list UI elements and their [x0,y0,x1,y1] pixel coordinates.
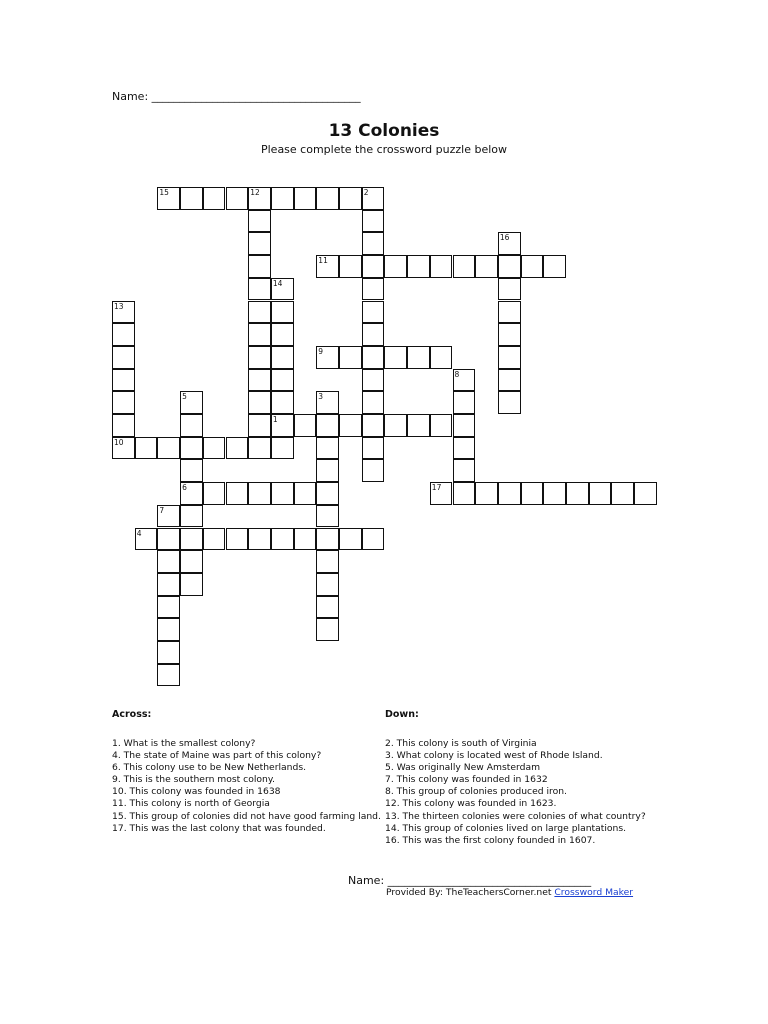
crossword-cell[interactable] [157,596,180,619]
across-clue: 1. What is the smallest colony? [112,738,256,749]
crossword-cell[interactable] [453,459,476,482]
down-clue: 2. This colony is south of Virginia [385,738,537,749]
clue-number: 6 [182,483,187,493]
crossword-cell[interactable] [248,210,271,233]
crossword-cell[interactable] [316,618,339,641]
crossword-cell[interactable] [498,369,521,392]
name-line-bottom: Name: _____________________________________ [348,874,592,887]
crossword-cell[interactable] [430,482,453,505]
crossword-cell[interactable] [362,346,385,369]
provided-by-line [386,887,633,898]
crossword-cell[interactable] [498,323,521,346]
crossword-cell[interactable] [430,414,453,437]
crossword-cell[interactable] [248,346,271,369]
down-clue: 3. What colony is located west of Rhode Island. [385,750,603,762]
across-clue: 10. This colony was founded in 1638 [112,786,281,798]
clue-number: 1 [272,415,278,424]
crossword-cell[interactable] [316,550,339,573]
clue-number: 13 [114,301,124,311]
crossword-cell[interactable] [135,437,158,460]
crossword-cell[interactable] [498,232,521,255]
crossword-cell[interactable] [362,437,385,460]
crossword-cell[interactable] [498,255,521,278]
crossword-cell[interactable] [475,255,498,278]
crossword-cell[interactable] [316,255,339,278]
crossword-cell[interactable] [362,255,385,278]
crossword-cell[interactable] [157,618,180,641]
crossword-cell[interactable] [248,301,271,324]
crossword-cell[interactable] [453,414,476,437]
crossword-cell[interactable] [316,596,339,619]
crossword-cell[interactable] [180,414,203,437]
crossword-cell[interactable] [226,187,249,210]
provided-by-text: Provided By: TheTeachersCorner.net [386,887,552,898]
crossword-cell[interactable] [248,278,271,301]
crossword-cell[interactable] [203,437,226,460]
crossword-cell[interactable] [611,482,634,505]
crossword-cell[interactable] [203,187,226,210]
crossword-cell[interactable] [157,550,180,573]
clue-number: 7 [159,505,165,515]
across-clue: 9. This is the southern most colony. [112,774,275,786]
across-clue: 4. The state of Maine was part of this colony? [112,750,322,762]
crossword-cell[interactable] [180,573,203,596]
crossword-cell[interactable] [453,369,476,392]
crossword-cell[interactable] [248,391,271,414]
down-clue-list [385,738,660,847]
crossword-cell[interactable] [112,414,135,437]
crossword-cell[interactable] [316,414,339,437]
crossword-cell[interactable] [157,641,180,664]
crossword-cell[interactable] [362,414,385,437]
crossword-cell[interactable] [180,550,203,573]
clue-number: 14 [272,278,283,288]
crossword-cell[interactable] [271,369,294,392]
crossword-cell[interactable] [203,528,226,551]
crossword-cell[interactable] [316,459,339,482]
crossword-cell[interactable] [362,528,385,551]
crossword-cell[interactable] [384,346,407,369]
across-clue: 17. This was the last colony that was founded. [112,822,326,834]
down-clue: 7. This colony was founded in 1632 [385,774,548,786]
crossword-cell[interactable] [407,414,430,437]
crossword-cell[interactable] [112,346,135,369]
crossword-cell[interactable] [362,278,385,301]
crossword-cell[interactable] [407,346,430,369]
crossword-cell[interactable] [498,278,521,301]
crossword-cell[interactable] [521,482,544,505]
crossword-cell[interactable] [339,346,362,369]
crossword-cell[interactable] [226,528,249,551]
down-clue: 16. This was the first colony founded in 1607. [385,834,596,846]
crossword-cell[interactable] [157,187,180,210]
crossword-cell[interactable] [294,482,317,505]
clue-number: 11 [318,256,328,266]
crossword-cell[interactable] [271,391,294,414]
crossword-cell[interactable] [498,301,521,324]
crossword-cell[interactable] [248,437,271,460]
crossword-cell[interactable] [226,437,249,460]
crossword-cell[interactable] [316,573,339,596]
crossword-cell[interactable] [157,573,180,596]
page-title: 13 Colonies [328,121,440,141]
crossword-cell[interactable] [248,232,271,255]
crossword-cell[interactable] [180,528,203,551]
crossword-cell[interactable] [589,482,612,505]
crossword-cell[interactable] [453,255,476,278]
crossword-cell[interactable] [294,414,317,437]
crossword-cell[interactable] [157,664,180,687]
crossword-cell[interactable] [248,323,271,346]
crossword-cell[interactable] [271,301,294,324]
crossword-cell[interactable] [271,437,294,460]
crossword-cell[interactable] [543,255,566,278]
crossword-cell[interactable] [112,369,135,392]
crossword-cell[interactable] [203,482,226,505]
clue-number: 9 [318,346,324,356]
crossword-cell[interactable] [407,255,430,278]
crossword-cell[interactable] [271,323,294,346]
down-clue: 13. The thirteen colonies were colonies of what country? [385,810,646,822]
crossword-cell[interactable] [316,437,339,460]
crossword-cell[interactable] [294,187,317,210]
crossword-cell[interactable] [180,187,203,210]
crossword-maker-link[interactable]: Crossword Maker [554,887,634,898]
crossword-cell[interactable] [112,437,135,460]
crossword-cell[interactable] [339,255,362,278]
crossword-cell[interactable] [362,232,385,255]
across-clue: 15. This group of colonies did not have good farming land. [112,810,381,822]
down-heading: Down: [385,709,419,720]
crossword-cell[interactable] [248,255,271,278]
crossword-cell[interactable] [157,437,180,460]
clue-number: 16 [499,233,510,243]
crossword-cell[interactable] [362,369,385,392]
crossword-cell[interactable] [316,482,339,505]
crossword-cell[interactable] [112,301,135,324]
crossword-cell[interactable] [271,482,294,505]
crossword-cell[interactable] [498,346,521,369]
crossword-cell[interactable] [226,482,249,505]
clue-number: 8 [454,369,460,379]
crossword-cell[interactable] [271,528,294,551]
crossword-cell[interactable] [498,482,521,505]
crossword-cell[interactable] [339,528,362,551]
crossword-cell[interactable] [634,482,657,505]
crossword-cell[interactable] [271,278,294,301]
crossword-cell[interactable] [384,255,407,278]
crossword-cell[interactable] [248,482,271,505]
crossword-cell[interactable] [135,528,158,551]
crossword-cell[interactable] [180,437,203,460]
crossword-cell[interactable] [157,505,180,528]
clue-number: 2 [363,188,369,197]
down-clue: 14. This group of colonies lived on large plantations. [385,822,627,834]
crossword-cell[interactable] [362,210,385,233]
across-clue-list [112,738,384,835]
crossword-cell[interactable] [112,391,135,414]
clue-number: 3 [318,392,324,402]
down-clue: 8. This group of colonies produced iron. [385,786,567,798]
clue-number: 10 [114,437,124,447]
crossword-cell[interactable] [566,482,589,505]
crossword-cell[interactable] [339,187,362,210]
crossword-cell[interactable] [475,482,498,505]
crossword-cell[interactable] [316,505,339,528]
crossword-cell[interactable] [271,414,294,437]
crossword-cell[interactable] [112,323,135,346]
crossword-cell[interactable] [521,255,544,278]
crossword-cell[interactable] [248,414,271,437]
crossword-cell[interactable] [453,482,476,505]
page-subtitle: Please complete the crossword puzzle below [260,143,508,156]
crossword-cell[interactable] [271,346,294,369]
crossword-cell[interactable] [453,437,476,460]
crossword-cell[interactable] [362,459,385,482]
crossword-cell[interactable] [384,414,407,437]
crossword-cell[interactable] [498,391,521,414]
crossword-cell[interactable] [339,414,362,437]
crossword-cell[interactable] [316,346,339,369]
crossword-cell[interactable] [430,255,453,278]
crossword-cell[interactable] [248,187,271,210]
crossword-cell[interactable] [180,459,203,482]
crossword-cell[interactable] [430,346,453,369]
crossword-cell[interactable] [271,187,294,210]
crossword-cell[interactable] [294,528,317,551]
crossword-cell[interactable] [180,505,203,528]
crossword-cell[interactable] [180,391,203,414]
down-clue: 12. This colony was founded in 1623. [385,798,557,810]
crossword-cell[interactable] [157,528,180,551]
crossword-cell[interactable] [248,528,271,551]
crossword-cell[interactable] [362,323,385,346]
clue-number: 12 [250,188,260,197]
clue-number: 5 [182,392,187,402]
across-clue: 11. This colony is north of Georgia [112,798,270,810]
crossword-cell[interactable] [316,187,339,210]
clue-number: 15 [159,188,169,197]
crossword-cell[interactable] [362,187,385,210]
crossword-cell[interactable] [316,528,339,551]
clue-number: 4 [136,528,142,538]
down-clue: 5. Was originally New Amsterdam [385,762,541,774]
across-heading: Across: [112,709,152,720]
crossword-cell[interactable] [543,482,566,505]
crossword-cell[interactable] [362,391,385,414]
crossword-cell[interactable] [453,391,476,414]
crossword-cell[interactable] [362,301,385,324]
crossword-cell[interactable] [248,369,271,392]
clue-number: 17 [431,483,442,493]
crossword-cell[interactable] [316,391,339,414]
crossword-cell[interactable] [180,482,203,505]
across-clue: 6. This colony use to be New Netherlands. [112,762,307,774]
name-line-top: Name: ______________________________________ [112,90,361,103]
